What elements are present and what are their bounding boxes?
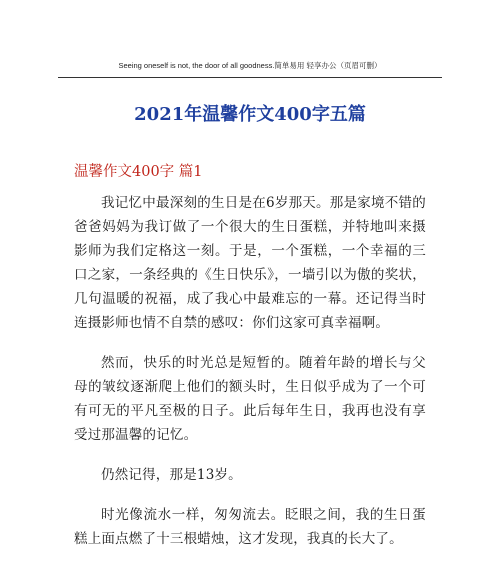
body-paragraph: 时光像流水一样，匆匆流去。眨眼之间，我的生日蛋糕上面点燃了十三根蜡烛，这才发现，我真的长大了。: [74, 507, 426, 547]
body-paragraph: 仍然记得，那是13岁。: [101, 467, 242, 483]
body-paragraph: 然而，快乐的时光总是短暂的。随着年龄的增长与父母的皱纹逐渐爬上他们的额头时，生日似乎成为了一个可有可无的平凡至极的日子。此后每年生日，我再也没有享受过那温馨的记忆。: [74, 355, 426, 443]
page-header: Seeing oneself is not, the door of all goodness.简单易用 轻享办公（页眉可删）: [118, 61, 382, 70]
document-title: 2021年温馨作文400字五篇: [134, 104, 366, 125]
header-divider: [58, 77, 442, 78]
body-paragraph: 我记忆中最深刻的生日是在6岁那天。那是家境不错的爸爸妈妈为我订做了一个很大的生日蛋糕，并特地叫来摄影师为我们定格这一刻。于是，一个蛋糕，一个幸福的三口之家，一条经典的《生日快乐》，一墙引以为傲的奖状，几句温暖的祝福，成了我心中最难忘的一幕。还记得当时连摄影师也情不自禁的感叹：你们这家可真幸福啊。: [74, 195, 426, 331]
section-heading: 温馨作文400字 篇1: [74, 164, 203, 180]
document-body: [74, 191, 426, 567]
